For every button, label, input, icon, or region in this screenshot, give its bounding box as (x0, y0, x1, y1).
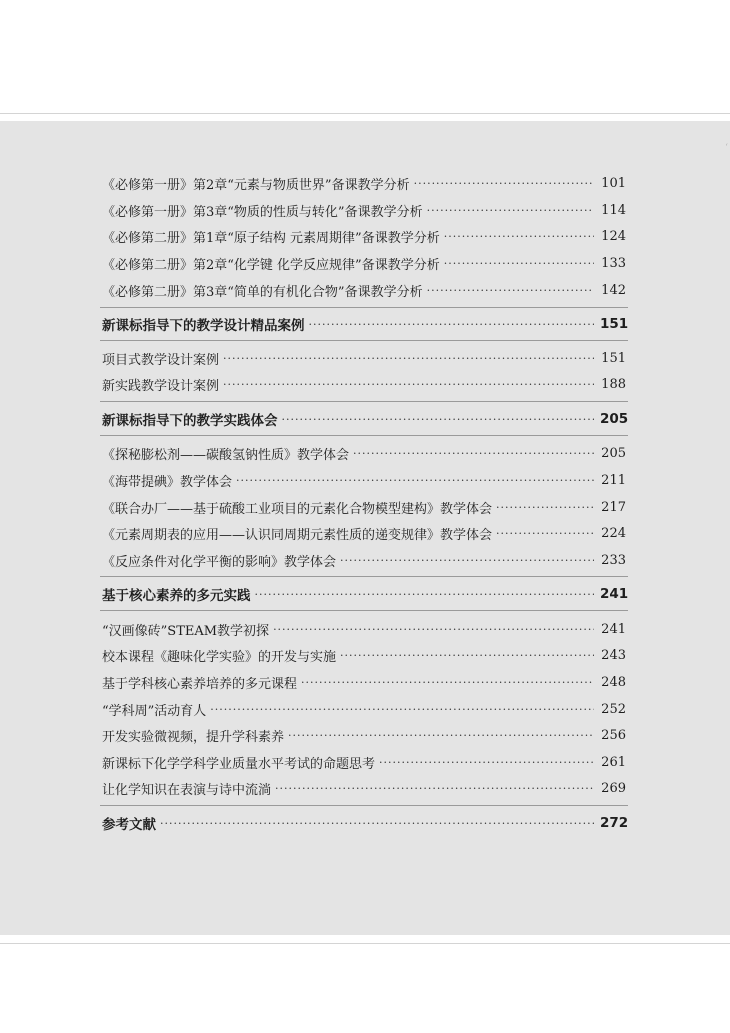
toc-entry-page: 224 (601, 525, 626, 541)
toc-entry[interactable] (102, 253, 626, 273)
toc-entry-page: 133 (601, 255, 626, 271)
toc-entry-page: 217 (601, 499, 626, 515)
toc-entry-page: 248 (601, 674, 626, 690)
toc-entry[interactable] (102, 619, 626, 639)
leader-dots (496, 501, 594, 514)
toc-section[interactable] (102, 584, 629, 604)
toc-entry-title: 《元素周期表的应用——认识同周期元素性质的递变规律》教学体会 (102, 527, 493, 543)
bottom-rule (0, 943, 730, 944)
toc-entry-page: 211 (601, 472, 626, 488)
toc-entry[interactable] (102, 699, 626, 719)
toc-entry[interactable] (102, 226, 626, 246)
toc-section-title: 基于核心素养的多元实践 (102, 588, 251, 604)
toc-entry-title: 《必修第一册》第3章“物质的性质与转化”备课教学分析 (102, 204, 423, 220)
toc-entry[interactable] (102, 470, 626, 490)
toc-entry[interactable] (102, 200, 626, 220)
toc-entry-page: 101 (601, 175, 626, 191)
toc-entry[interactable] (102, 645, 626, 665)
toc-entry-title: 《反应条件对化学平衡的影响》教学体会 (102, 554, 337, 570)
toc-section-title: 新课标指导下的教学实践体会 (102, 413, 278, 429)
toc-entry-page: 233 (601, 552, 626, 568)
toc-entry-title: 《必修第二册》第1章“原子结构 元素周期律”备课教学分析 (102, 230, 440, 246)
leader-dots (160, 817, 594, 830)
toc-entry[interactable] (102, 672, 626, 692)
section-divider (100, 401, 628, 402)
toc-entry[interactable] (102, 550, 626, 570)
toc-section-page: 241 (600, 586, 629, 602)
leader-dots (427, 284, 594, 297)
leader-dots (414, 177, 594, 190)
toc-entry-title: 《海带提碘》教学体会 (102, 474, 233, 490)
leader-dots (309, 318, 595, 331)
leader-dots (210, 703, 594, 716)
leader-dots (379, 756, 594, 769)
toc-entry-title: 《必修第一册》第2章“元素与物质世界”备课教学分析 (102, 177, 410, 193)
toc-section[interactable] (102, 314, 629, 334)
leader-dots (282, 413, 595, 426)
toc-entry-page: 188 (601, 376, 626, 392)
toc-entry-title: 新实践教学设计案例 (102, 378, 220, 394)
top-rule (0, 113, 730, 114)
toc-entry[interactable] (102, 443, 626, 463)
leader-dots (288, 729, 594, 742)
toc-entry-title: “汉画像砖”STEAM教学初探 (102, 623, 270, 639)
leader-dots (236, 474, 594, 487)
toc-section[interactable] (102, 813, 629, 833)
toc-entry-title: 《探秘膨松剂——碳酸氢钠性质》教学体会 (102, 447, 350, 463)
leader-dots (255, 588, 595, 601)
toc-entry[interactable] (102, 752, 626, 772)
toc-entry-page: 269 (601, 780, 626, 796)
toc-entry[interactable] (102, 374, 626, 394)
leader-dots (444, 257, 594, 270)
leader-dots (496, 527, 594, 540)
toc-entry[interactable] (102, 497, 626, 517)
toc-entry[interactable] (102, 725, 626, 745)
leader-dots (340, 649, 594, 662)
toc-entry[interactable] (102, 348, 626, 368)
section-divider (100, 340, 628, 341)
corner-mark: ‘ (725, 143, 728, 153)
toc-section-title: 参考文献 (102, 817, 156, 833)
toc-section-title: 新课标指导下的教学设计精品案例 (102, 318, 305, 334)
toc-entry-page: 205 (601, 445, 626, 461)
toc-entry-title: 《必修第二册》第2章“化学键 化学反应规律”备课教学分析 (102, 257, 440, 273)
leader-dots (301, 676, 594, 689)
section-divider (100, 435, 628, 436)
leader-dots (275, 782, 594, 795)
leader-dots (223, 378, 594, 391)
toc-entry-title: 《必修第二册》第3章“简单的有机化合物”备课教学分析 (102, 284, 423, 300)
toc-entry-title: 基于学科核心素养培养的多元课程 (102, 676, 298, 692)
toc-entry-page: 261 (601, 754, 626, 770)
toc-entry[interactable] (102, 280, 626, 300)
toc-entry-title: “学科周”活动育人 (102, 703, 207, 719)
section-divider (100, 307, 628, 308)
section-divider (100, 610, 628, 611)
toc-entry-page: 256 (601, 727, 626, 743)
toc-entry-page: 114 (601, 202, 626, 218)
toc-entry-title: 项目式教学设计案例 (102, 352, 220, 368)
toc-entry[interactable] (102, 523, 626, 543)
section-divider (100, 576, 628, 577)
toc-entry-page: 241 (601, 621, 626, 637)
leader-dots (273, 623, 594, 636)
toc-entry-title: 《联合办厂——基于硫酸工业项目的元素化合物模型建构》教学体会 (102, 501, 493, 517)
toc-entry-page: 142 (601, 282, 626, 298)
leader-dots (353, 447, 594, 460)
toc-entry-title: 校本课程《趣味化学实验》的开发与实施 (102, 649, 337, 665)
leader-dots (427, 204, 594, 217)
toc-entry-title: 让化学知识在表演与诗中流淌 (102, 782, 272, 798)
section-divider (100, 805, 628, 806)
toc-section-page: 272 (600, 815, 629, 831)
toc-entry-title: 新课标下化学学科学业质量水平考试的命题思考 (102, 756, 376, 772)
toc-entry-title: 开发实验微视频，提升学科素养 (102, 729, 285, 745)
toc-section[interactable] (102, 409, 629, 429)
toc-section-page: 205 (600, 411, 629, 427)
leader-dots (223, 352, 594, 365)
leader-dots (340, 554, 594, 567)
toc-entry-page: 252 (601, 701, 626, 717)
toc-entry[interactable] (102, 173, 626, 193)
toc-section-page: 151 (600, 316, 629, 332)
toc-entry[interactable] (102, 778, 626, 798)
toc-entry-page: 243 (601, 647, 626, 663)
toc-entry-page: 151 (601, 350, 626, 366)
leader-dots (444, 230, 594, 243)
toc-entry-page: 124 (601, 228, 626, 244)
